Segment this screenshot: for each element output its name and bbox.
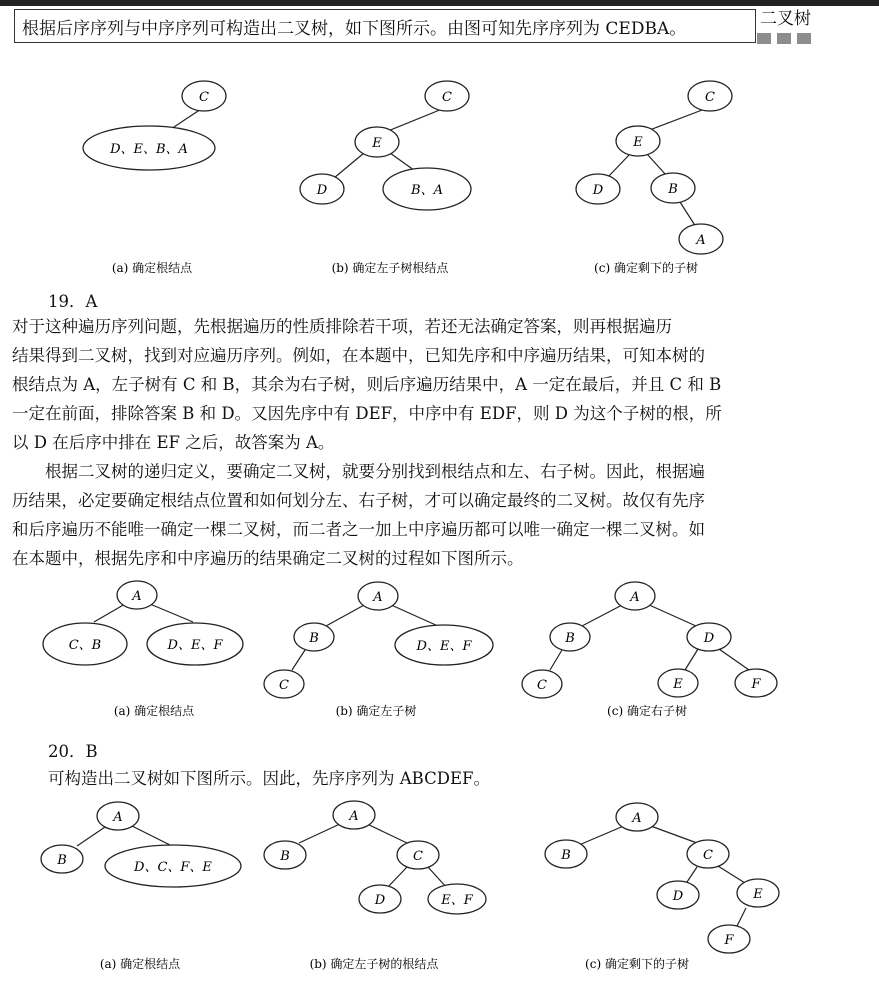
paragraph-line: 在本题中，根据先序和中序遍历的结果确定二叉树的过程如下图所示。 — [12, 549, 524, 568]
svg-text:C: C — [537, 678, 547, 693]
svg-text:C: C — [705, 90, 715, 105]
svg-text:C: C — [279, 678, 289, 693]
svg-text:A: A — [373, 590, 383, 605]
tree-node — [264, 841, 306, 869]
tree-node — [41, 845, 83, 873]
answer-20: 20．B — [48, 742, 98, 761]
q20-line: 可构造出二叉树如下图所示。因此，先序序列为 ABCDEF。 — [48, 769, 490, 788]
svg-text:E: E — [633, 135, 643, 150]
svg-text:E: E — [753, 887, 763, 902]
tree-node — [657, 881, 699, 909]
paragraph-line: 一定在前面，排除答案 B 和 D。又因先序中有 DEF，中序中有 EDF，则 D 为这个子树的根，所 — [12, 404, 722, 423]
tree-node — [616, 126, 660, 156]
svg-text:D: D — [672, 889, 684, 904]
svg-text:C: C — [413, 849, 423, 864]
svg-text:D、E、B、A: D、E、B、A — [110, 142, 188, 157]
paragraph-line: 根结点为 A，左子树有 C 和 B，其余为右子树，则后序遍历结果中，A 一定在最后，并且 C 和 B — [12, 375, 722, 394]
svg-text:C、B: C、B — [68, 638, 102, 653]
paragraph-line: 根据二叉树的递归定义，要确定二叉树，就要分别找到根结点和左、右子树。因此，根据遍 — [12, 462, 705, 481]
fig18-a — [70, 75, 240, 280]
svg-text:C: C — [199, 90, 209, 105]
svg-text:F: F — [724, 933, 734, 948]
svg-text:B: B — [561, 848, 571, 863]
svg-text:A: A — [349, 809, 359, 824]
tree-node — [737, 879, 779, 907]
paragraph-line: 以 D 在后序中排在 EF 之后，故答案为 A。 — [12, 433, 335, 452]
paragraph-line: 对于这种遍历序列问题，先根据遍历的性质排除若干项，若还无法确定答案，则再根据遍历 — [12, 317, 672, 336]
tree-node — [688, 81, 732, 111]
fig19-a — [40, 580, 255, 725]
svg-text:B: B — [309, 631, 319, 646]
fig18-b — [300, 75, 485, 280]
fig-caption: (a) 确定根结点 — [99, 957, 181, 971]
fig-caption: (a) 确定根结点 — [113, 704, 195, 718]
answer-19: 19．A — [48, 292, 98, 311]
tree-node — [83, 126, 215, 170]
tree-node — [117, 581, 157, 609]
tree-node — [383, 168, 471, 210]
tree-node — [97, 802, 139, 830]
tree-node — [333, 801, 375, 829]
svg-text:A: A — [113, 810, 123, 825]
page-corner-title: 二叉树 — [760, 9, 811, 29]
svg-text:B: B — [668, 182, 678, 197]
tree-node — [522, 670, 562, 698]
svg-text:E: E — [673, 677, 683, 692]
svg-text:D: D — [316, 183, 328, 198]
svg-text:D、C、F、E: D、C、F、E — [134, 860, 212, 875]
tree-node — [395, 625, 493, 665]
svg-text:E: E — [372, 136, 382, 151]
fig-caption: (a) 确定根结点 — [111, 261, 193, 275]
tree-node — [43, 623, 127, 665]
tree-node — [428, 884, 486, 914]
svg-text:D、E、F: D、E、F — [416, 639, 472, 654]
tree-node — [687, 623, 731, 651]
svg-text:F: F — [751, 677, 761, 692]
paragraph-line: 和后序遍历不能唯一确定一棵二叉树，而二者之一加上中序遍历都可以唯一确定一棵二叉树。如 — [12, 520, 705, 539]
fig18-c — [575, 75, 765, 280]
tree-node — [300, 174, 344, 204]
svg-text:A: A — [630, 590, 640, 605]
svg-text:A: A — [632, 811, 642, 826]
svg-text:D: D — [703, 631, 715, 646]
page-top-strip — [0, 0, 879, 6]
tree-node — [708, 925, 750, 953]
tree-node — [294, 623, 334, 651]
fig-caption: (c) 确定右子树 — [607, 704, 687, 718]
paragraph-line: 历结果，必定要确定根结点位置和如何划分左、右子树，才可以确定最终的二叉树。故仅有先序 — [12, 491, 705, 510]
tree-node — [264, 670, 304, 698]
paragraph-line: 结果得到二叉树，找到对应遍历序列。例如，在本题中，已知先序和中序遍历结果，可知本树的 — [12, 346, 705, 365]
fig-caption: (c) 确定剩下的子树 — [585, 957, 689, 971]
top-line: 根据后序序列与中序序列可构造出二叉树，如下图所示。由图可知先序序列为 CEDBA。 — [22, 19, 687, 39]
corner-squares — [757, 33, 811, 44]
tree-node — [545, 840, 587, 868]
tree-node — [425, 81, 469, 111]
tree-node — [550, 623, 590, 651]
svg-text:E、F: E、F — [441, 893, 473, 908]
svg-text:C: C — [442, 90, 452, 105]
tree-node — [359, 885, 401, 913]
tree-node — [616, 803, 658, 831]
tree-node — [147, 623, 243, 665]
fig20-c — [542, 800, 792, 978]
svg-text:D: D — [592, 183, 604, 198]
fig-caption: (b) 确定左子树 — [335, 704, 417, 718]
svg-text:A: A — [132, 589, 142, 604]
fig-caption: (b) 确定左子树的根结点 — [309, 957, 439, 971]
tree-node — [576, 174, 620, 204]
svg-text:A: A — [696, 233, 706, 248]
tree-node — [679, 224, 723, 254]
svg-text:C: C — [703, 848, 713, 863]
fig20-b — [262, 800, 492, 978]
tree-node — [615, 582, 655, 610]
tree-node — [651, 173, 695, 203]
fig19-b — [262, 580, 502, 725]
tree-node — [105, 845, 241, 887]
fig-caption: (c) 确定剩下的子树 — [594, 261, 698, 275]
fig20-a — [38, 800, 253, 978]
svg-text:B、A: B、A — [411, 183, 443, 198]
tree-node — [182, 81, 226, 111]
tree-node — [355, 127, 399, 157]
tree-node — [687, 840, 729, 868]
tree-node — [358, 582, 398, 610]
fig-caption: (b) 确定左子树根结点 — [331, 261, 449, 275]
tree-node — [397, 841, 439, 869]
tree-node — [658, 669, 698, 697]
svg-text:D: D — [374, 893, 386, 908]
svg-text:B: B — [57, 853, 67, 868]
svg-text:B: B — [565, 631, 575, 646]
fig19-c — [518, 580, 778, 725]
tree-node — [735, 669, 777, 697]
svg-text:B: B — [280, 849, 290, 864]
svg-text:D、E、F: D、E、F — [167, 638, 223, 653]
